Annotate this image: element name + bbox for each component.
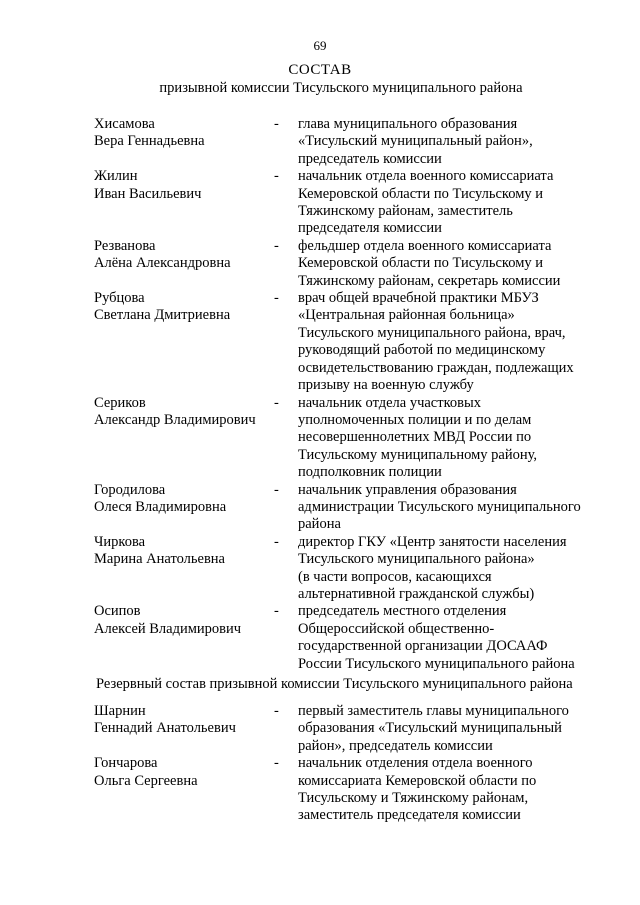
- reserve-member-entry: [94, 703, 614, 755]
- member-surname: Хисамова: [94, 116, 155, 132]
- member-surname: Осипов: [94, 603, 141, 620]
- member-entry: [94, 238, 614, 290]
- member-name: [94, 755, 274, 825]
- member-dash: -: [274, 116, 279, 132]
- member-surname: Шарнин: [94, 703, 146, 719]
- member-given-names: Ольга Сергеевна: [94, 772, 198, 789]
- member-entry: [94, 116, 614, 168]
- member-dash: -: [274, 481, 279, 498]
- member-dash: -: [274, 533, 279, 550]
- member-given-names: Алексей Владимирович: [94, 620, 242, 637]
- member-role: директор ГКУ «Центр занятости населения Тисульского муниципального района» (в части вопросов, касающихся альтернативной гражданской службы): [298, 533, 567, 602]
- member-surname: Гончарова: [94, 755, 158, 772]
- member-role: начальник отделения отдела военного комиссариата Кемеровской области по Тисульскому и Тяжинскому районам, заместитель председателя комиссии: [298, 755, 537, 824]
- member-name: [94, 116, 274, 168]
- member-given-names: Александр Владимирович: [94, 411, 256, 428]
- member-role: глава муниципального образования «Тисульский муниципальный район», председатель комиссии: [298, 116, 533, 167]
- member-entry: [94, 482, 614, 534]
- member-name: [94, 290, 274, 394]
- member-dash: -: [274, 394, 279, 411]
- member-role: начальник отдела участковых уполномоченных полиции и по делам несовершеннолетних МВД России по Тисульскому муниципальному району, подполковник полиции: [298, 394, 538, 481]
- member-name: [94, 603, 274, 673]
- member-surname: Рубцова: [94, 290, 145, 307]
- main-members-list: [94, 116, 614, 673]
- member-name: [94, 395, 274, 482]
- member-given-names: Светлана Дмитриевна: [94, 307, 231, 324]
- member-dash: -: [274, 703, 279, 719]
- member-name: [94, 482, 274, 534]
- member-surname: Сериков: [94, 394, 146, 411]
- member-entry: [94, 534, 614, 604]
- member-role: начальник управления образования администрации Тисульского муниципального района: [298, 481, 581, 533]
- member-surname: Резванова: [94, 237, 156, 254]
- member-name: [94, 168, 274, 238]
- member-dash: -: [274, 168, 279, 185]
- member-surname: Городилова: [94, 481, 166, 498]
- document-title: СОСТАВ: [288, 62, 352, 78]
- member-role: председатель местного отделения Общероссийской общественно- государственной организации ДОСААФ России Тисульского муниципального района: [298, 603, 575, 672]
- member-surname: Чиркова: [94, 533, 146, 550]
- page-number: 69: [313, 38, 327, 53]
- member-entry: [94, 290, 614, 394]
- reserve-members-list: [94, 703, 614, 825]
- reserve-section-heading: Резервный состав призывной комиссии Тисульского муниципального района: [96, 676, 573, 692]
- member-given-names: Олеся Владимировна: [94, 498, 227, 515]
- member-role: первый заместитель главы муниципального образования «Тисульский муниципальный район», председатель комиссии: [298, 703, 569, 754]
- member-given-names: Марина Анатольевна: [94, 551, 225, 568]
- member-role: начальник отдела военного комиссариата Кемеровской области по Тисульскому и Тяжинскому районам, заместитель председателя комиссии: [298, 168, 554, 237]
- member-dash: -: [274, 755, 279, 772]
- reserve-member-entry: [94, 755, 614, 825]
- member-dash: -: [274, 237, 279, 254]
- member-entry: [94, 395, 614, 482]
- member-surname: Жилин: [94, 168, 138, 185]
- member-name: [94, 703, 274, 755]
- member-given-names: Алёна Александровна: [94, 255, 231, 272]
- member-given-names: Вера Геннадьевна: [94, 133, 205, 150]
- member-dash: -: [274, 290, 279, 307]
- member-entry: [94, 168, 614, 238]
- member-name: [94, 534, 274, 604]
- member-entry: [94, 603, 614, 673]
- member-role: фельдшер отдела военного комиссариата Кемеровской области по Тисульскому и Тяжинскому районам, секретарь комиссии: [298, 237, 561, 289]
- member-name: [94, 238, 274, 290]
- member-dash: -: [274, 603, 279, 620]
- member-role: врач общей врачебной практики МБУЗ «Центральная районная больница» Тисульского муниципального района, врач, руководящий работой по медицинскому освидетельствованию граждан, подлежащих призыву на военную службу: [298, 290, 574, 394]
- document-subtitle: призывной комиссии Тисульского муниципального района: [159, 80, 523, 96]
- member-given-names: Иван Васильевич: [94, 185, 202, 202]
- member-given-names: Геннадий Анатольевич: [94, 720, 236, 737]
